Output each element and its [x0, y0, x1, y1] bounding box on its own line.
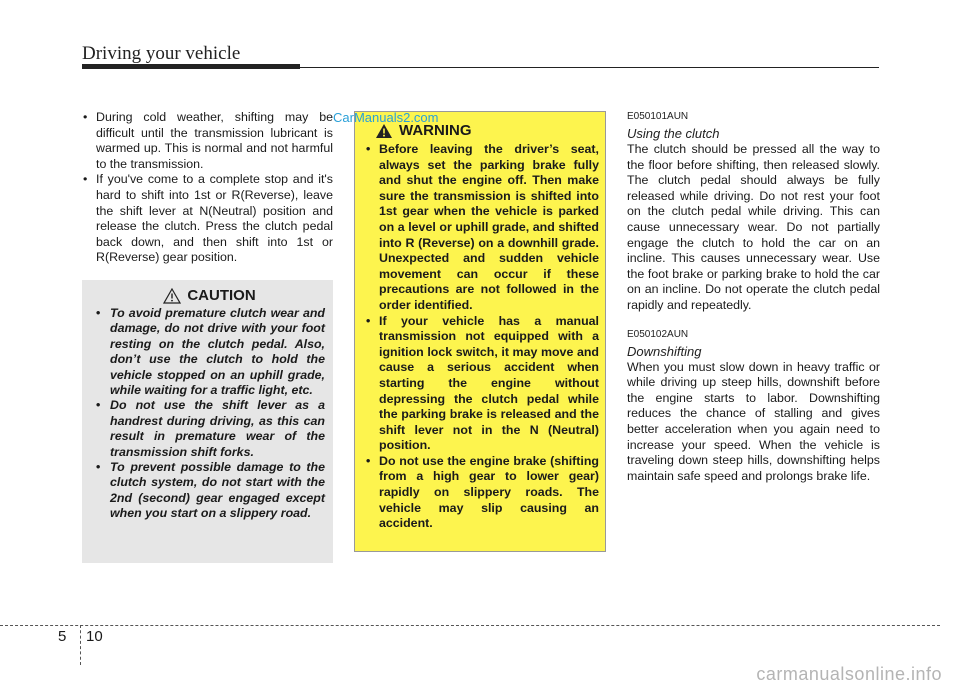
list-item: • Do not use the shift lever as a handrest during driving, as this can result in premature wear of the transmission shift forks. [94, 398, 325, 460]
list-item: • During cold weather, shifting may be difficult until the transmission lubricant is warmed up. This is normal and not harmful to the transmission. [82, 110, 333, 172]
section-title: Using the clutch [627, 126, 720, 141]
watermark-bottom[interactable]: carmanualsonline.info [756, 664, 942, 684]
caution-heading [94, 287, 325, 304]
section-body: The clutch should be pressed all the way to the floor before shifting, then released slowly. The clutch pedal should always be fully released while driving. Do not rest your foot on the clutch pedal while driving. This can cause unnecessary wear. Do not partially engage the clutch to hold the car on an incline. This causes unnecessary wear. Use the foot brake or parking brake to hold the car on an incline. Do not operate the clutch pedal rapidly and repeatedly. [627, 142, 880, 312]
list-item: • To avoid premature clutch wear and damage, do not drive with your foot resting on the clutch pedal. Also, don’t use the clutch to hold the vehicle stopped on an uphill grade, while waiting for a traffic light, etc. [94, 306, 325, 398]
list-item: • If your vehicle has a manual transmission not equipped with a ignition lock switch, it may move and cause a serious accident when starting the engine without depressing the clutch pedal while the parking brake is released and the shift lever not in the N (Neutral) position. [365, 314, 599, 454]
left-bullet-list [82, 110, 333, 266]
warning-title: WARNING [399, 122, 472, 139]
footer-rule [0, 625, 940, 626]
section-body: When you must slow down in heavy traffic or while driving up steep hills, downshift before the engine starts to labor. Downshifting reduces the chance of stalling and gives better acceleration when you again need to increase your speed. When the vehicle is traveling down steep hills, downshifting helps maintain safe speed and prolongs brake life. [627, 359, 880, 483]
section-gap [627, 314, 880, 328]
chapter-number: 5 [58, 628, 67, 645]
warning-list [365, 142, 599, 532]
warning-box [354, 111, 606, 552]
footer-divider [80, 625, 81, 665]
caution-list [94, 306, 325, 522]
header-rule-thick [82, 64, 300, 69]
page-number: 10 [86, 628, 103, 645]
list-item: • To prevent possible damage to the clutch system, do not start with the 2nd (second) gear engaged except when you start on a slippery road. [94, 460, 325, 522]
header-rule-thin [300, 67, 879, 68]
list-item: • Do not use the engine brake (shifting from a high gear to lower gear) rapidly on slippery roads. The vehicle may slip causing an accident. [365, 454, 599, 532]
caution-box [82, 280, 333, 563]
watermark-top[interactable]: CarManuals2.com [333, 110, 439, 125]
list-item: • If you've come to a complete stop and it's hard to shift into 1st or R(Reverse), leave the shift lever at N(Neutral) position and release the clutch. Press the clutch pedal back down, and then shift into 1st or R(Reverse) gear position. [82, 172, 333, 266]
section-code: E050101AUN [627, 111, 689, 122]
page-header-title: Driving your vehicle [82, 43, 241, 64]
caution-title: CAUTION [187, 287, 256, 304]
section-title: Downshifting [627, 343, 702, 359]
section-code: E050102AUN [627, 328, 689, 340]
warning-triangle-outline-icon [163, 288, 181, 304]
right-column [627, 110, 880, 484]
list-item: • Before leaving the driver’s seat, always set the parking brake fully and shut the engine off. Then make sure the transmission is shifted into 1st gear when the vehicle is parked on a level or uphill grade, and shifted into R (Reverse) on a downhill grade. Unexpected and sudden vehicle movement can occur if these precautions are not followed in the order identified. [365, 142, 599, 314]
left-column [82, 110, 333, 266]
